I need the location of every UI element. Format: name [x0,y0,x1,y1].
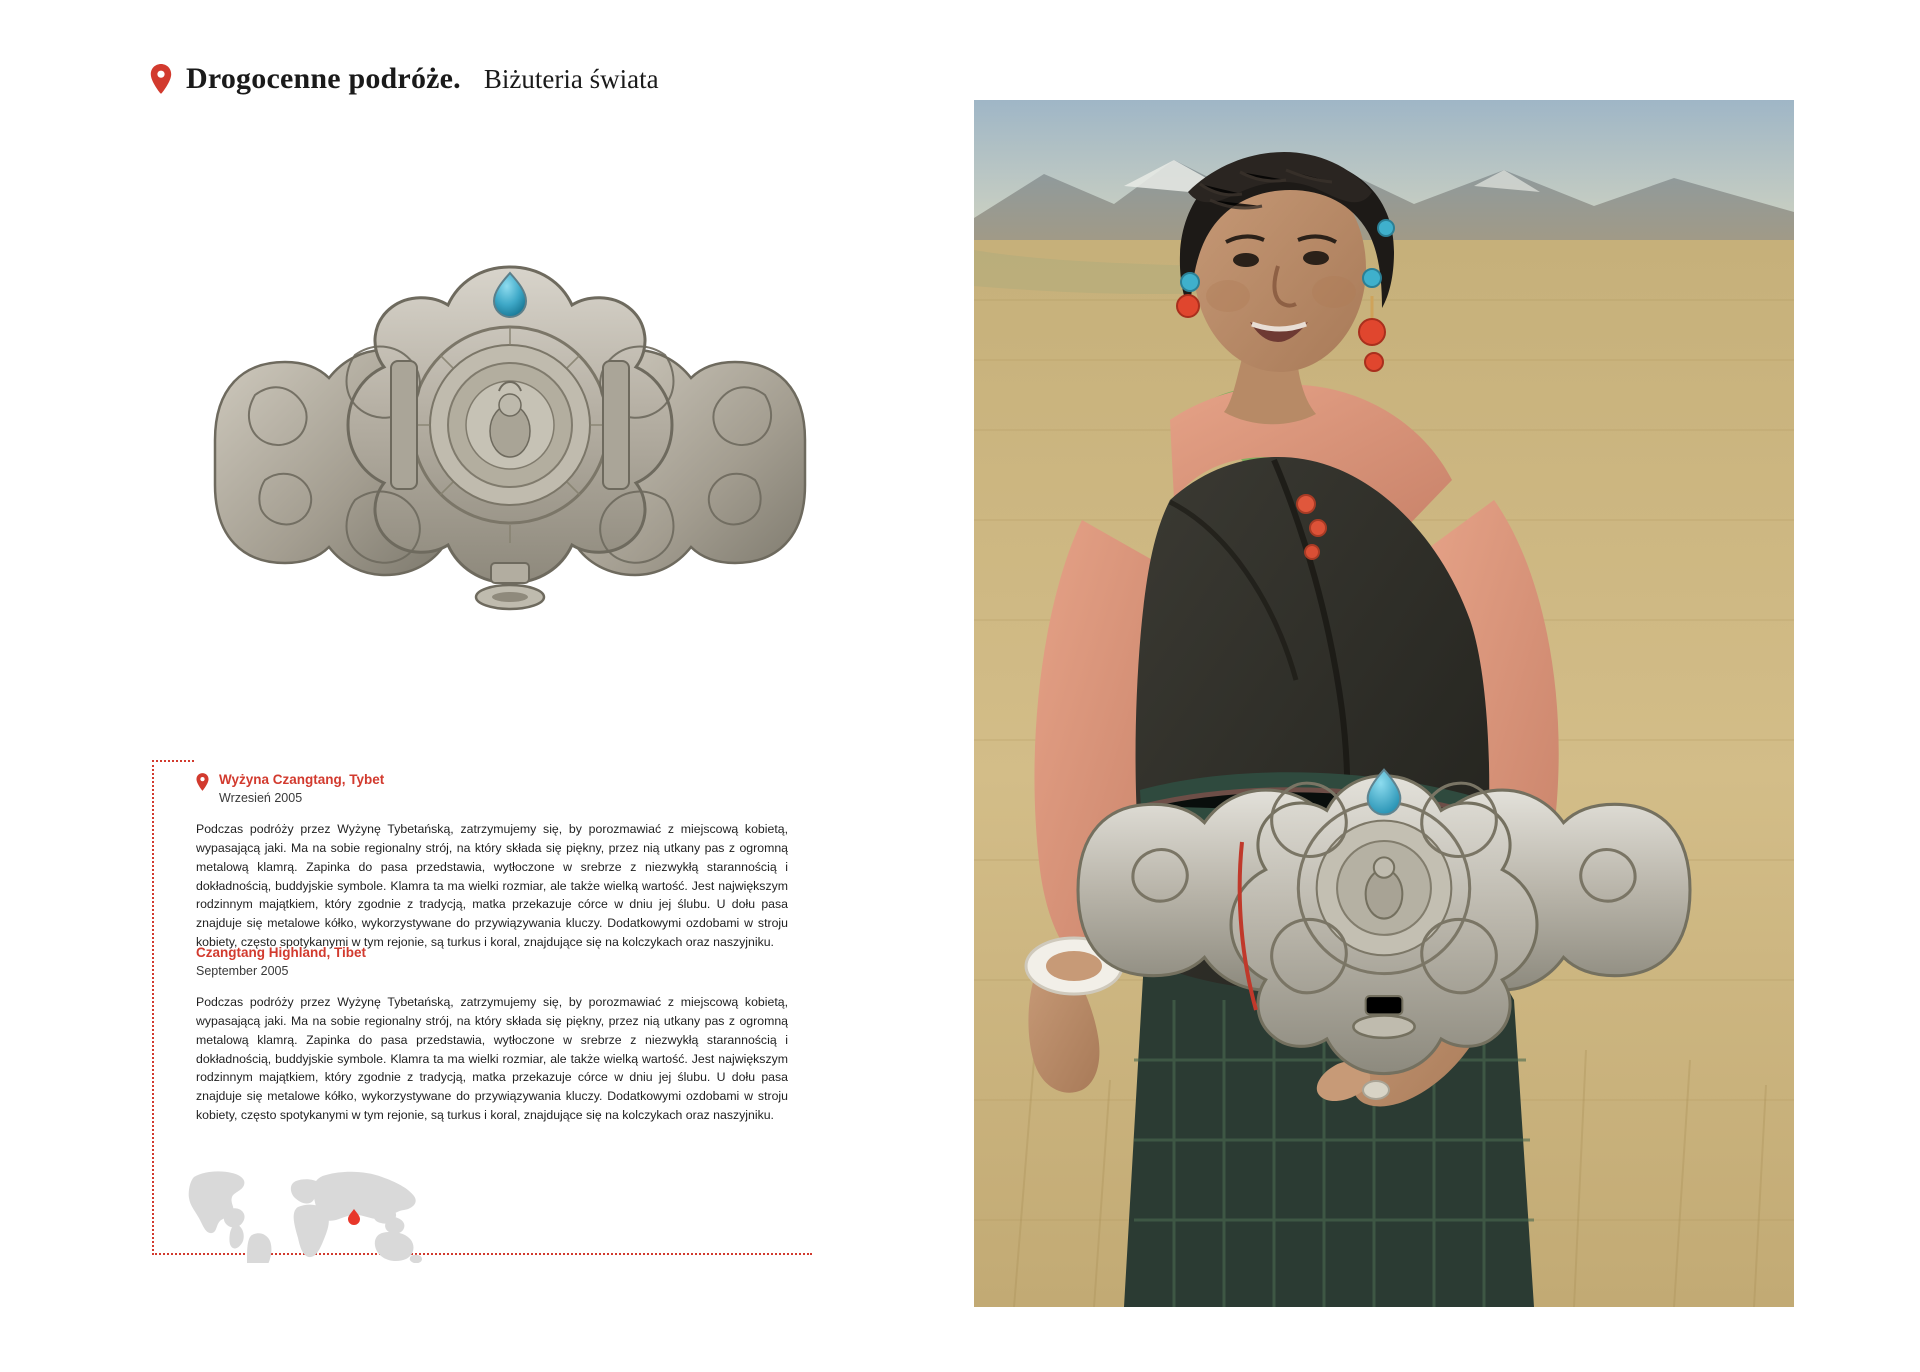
page-header [150,62,659,96]
map-pin-icon [196,773,209,796]
caption-date: September 2005 [196,964,289,979]
caption-title: Wyżyna Czangtang, Tybet [219,772,385,787]
caption-body: Podczas podróży przez Wyżynę Tybetańską, zatrzymujemy się, by porozmawiać z miejscową kobietą, wypasającą jaki. Ma na sobie regionalny strój, na który składa się piękny, przez nią utkany pas z ogromną metalową klamrą. Zapinka do pasa przedstawia, wytłoczone w srebrze z niezwykłą starannością i dokładnością, buddyjskie symbole. Klamra ta ma wielki rozmiar, ale także wielką wartość. Jest największym rodzinnym majątkiem, który zgodnie z tradycją, matka przekazuje córce w dniu jej ślubu. U dołu pasa znajduje się metalowe kółko, wykorzystywane do przywiązywania kluczy. Dodatkowymi ozdobami w stroju kobiety, często spotykanymi w tym rejonie, są turkus i koral, znajdujące się na kolczykach oraz naszyjniku. [196,822,788,949]
caption-date: Wrzesień 2005 [219,791,303,806]
caption-heading [196,772,796,806]
map-pin-icon [150,64,172,94]
caption-english [196,945,796,1137]
tibetan-woman-photograph [974,100,1794,1307]
caption-heading [196,945,796,979]
caption-title: Czangtang Highland, Tibet [196,945,366,960]
world-map [186,1163,436,1263]
caption-body: Podczas podróży przez Wyżynę Tybetańską, zatrzymujemy się, by porozmawiać z miejscową kobietą, wypasającą jaki. Ma na sobie regionalny strój, na który składa się piękny, przez nią utkany pas z ogromną metalową klamrą. Zapinka do pasa przedstawia, wytłoczone w srebrze z niezwykłą starannością i dokładnością, buddyjskie symbole. Klamra ta ma wielki rozmiar, ale także wielką wartość. Jest największym rodzinnym majątkiem, który zgodnie z tradycją, matka przekazuje córce w dniu jej ślubu. U dołu pasa znajduje się metalowe kółko, wykorzystywane do przywiązywania kluczy. Dodatkowymi ozdobami w stroju kobiety, często spotykanymi w tym rejonie, są turkus i koral, znajdujące się na kolczykach oraz naszyjniku. [196,995,788,1122]
page-title: Drogocenne podróże. [186,62,461,95]
page-subtitle: Biżuteria świata [483,63,659,94]
caption-polish [196,772,796,964]
silver-belt-buckle-illustration [195,245,825,685]
